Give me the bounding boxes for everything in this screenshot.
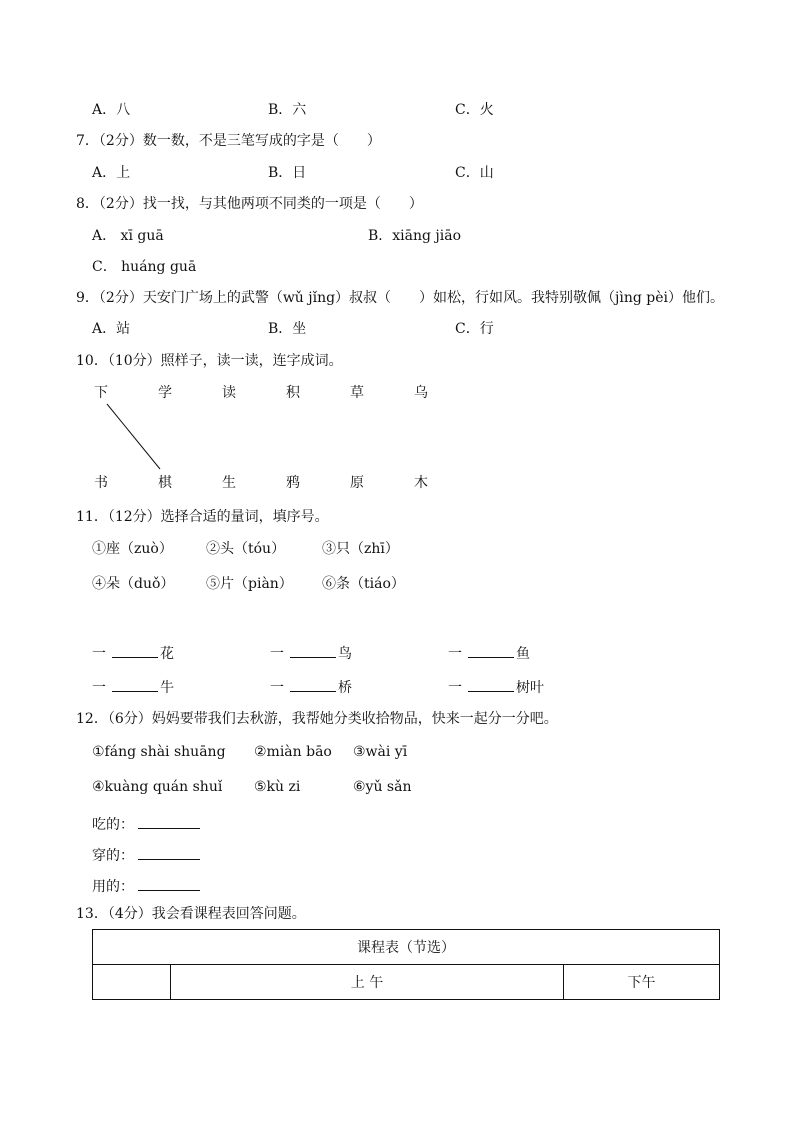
q7-option-c: C．山: [455, 165, 494, 181]
one-label: 一: [270, 680, 284, 696]
afternoon-header-cell: 下午: [564, 965, 720, 1000]
q11-choice: ②头（tóu）: [206, 541, 286, 557]
morning-header-cell: 上 午: [171, 965, 564, 1000]
q8-option-b: B．xiāng jiāo: [368, 228, 462, 244]
q11-stem: 11．（12分）选择合适的量词，填序号。: [76, 509, 329, 525]
q11-fill-item: [92, 677, 174, 697]
one-label: 一: [270, 646, 284, 662]
q12-stem: 12．（6分）妈妈要带我们去秋游，我帮她分类收拾物品，快来一起分一分吧。: [76, 711, 558, 727]
q9-option-c: C．行: [455, 321, 494, 337]
corner-cell: [93, 965, 171, 1000]
category-label: 用的：: [92, 879, 134, 895]
one-label: 一: [448, 646, 462, 662]
category-label: 吃的：: [92, 817, 134, 833]
q12-item: ③wài yī: [353, 744, 408, 760]
q10-bottom-char: 书: [94, 475, 108, 491]
q8-option-c: C． huáng guā: [92, 259, 197, 275]
q11-choice: ③只（zhī）: [322, 541, 399, 557]
q11-choice: ⑥条（tiáo）: [322, 576, 405, 592]
q11-choice: ⑤片（piàn）: [206, 576, 293, 592]
answer-blank[interactable]: [468, 643, 514, 658]
measured-noun: 鱼: [516, 646, 530, 662]
q12-item: ④kuàng quán shuǐ: [92, 779, 223, 795]
q10-bottom-char: 木: [414, 475, 428, 491]
q11-fill-item: [270, 677, 352, 697]
q12-item: ①fáng shài shuāng: [92, 744, 226, 760]
q12-category-food: [92, 814, 200, 834]
one-label: 一: [92, 680, 106, 696]
answer-blank[interactable]: [138, 876, 200, 891]
one-label: 一: [448, 680, 462, 696]
answer-blank[interactable]: [112, 643, 158, 658]
q11-choice: ①座（zuò）: [92, 541, 173, 557]
q10-top-char: 读: [222, 385, 236, 401]
q10-bottom-char: 生: [222, 475, 236, 491]
measured-noun: 牛: [160, 680, 174, 696]
q9-option-a: A．站: [92, 321, 131, 337]
measured-noun: 花: [160, 646, 174, 662]
q11-choice: ④朵（duǒ）: [92, 576, 175, 592]
q12-category-clothing: [92, 845, 200, 865]
answer-blank[interactable]: [468, 677, 514, 692]
q7-stem: 7．（2分）数一数，不是三笔写成的字是（ ）: [76, 133, 381, 149]
q12-item: ②miàn bāo: [254, 744, 332, 760]
q7-option-b: B．日: [268, 165, 307, 181]
q9-option-b: B．坐: [268, 321, 307, 337]
q6-option-a: A．八: [92, 102, 131, 118]
answer-blank[interactable]: [290, 677, 336, 692]
answer-blank[interactable]: [112, 677, 158, 692]
q11-fill-item: [448, 677, 544, 697]
schedule-table: [92, 929, 720, 1000]
measured-noun: 桥: [338, 680, 352, 696]
schedule-title-cell: 课程表（节选）: [93, 930, 720, 965]
q10-top-char: 乌: [414, 385, 428, 401]
one-label: 一: [92, 646, 106, 662]
q7-option-a: A．上: [92, 165, 131, 181]
table-row: [93, 965, 720, 1000]
category-label: 穿的：: [92, 848, 134, 864]
q11-fill-item: [92, 643, 174, 663]
answer-blank[interactable]: [138, 814, 200, 829]
q8-option-a: A． xī guā: [92, 228, 164, 244]
q10-bottom-char: 原: [350, 475, 364, 491]
q12-item: ⑥yǔ sǎn: [353, 779, 412, 795]
q6-option-c: C．火: [455, 102, 494, 118]
q11-fill-item: [270, 643, 352, 663]
q6-option-b: B．六: [268, 102, 307, 118]
measured-noun: 鸟: [338, 646, 352, 662]
q10-top-char: 学: [158, 385, 172, 401]
q10-bottom-char: 棋: [158, 475, 172, 491]
q10-bottom-char: 鸦: [286, 475, 300, 491]
measured-noun: 树叶: [516, 680, 544, 696]
q10-stem: 10．（10分）照样子，读一读，连字成词。: [76, 353, 343, 369]
answer-blank[interactable]: [290, 643, 336, 658]
q12-item: ⑤kù zi: [254, 779, 301, 795]
table-row: [93, 930, 720, 965]
q11-fill-item: [448, 643, 530, 663]
q10-top-char: 下: [94, 385, 108, 401]
q8-stem: 8．（2分）找一找，与其他两项不同类的一项是（ ）: [76, 196, 423, 212]
q13-stem: 13．（4分）我会看课程表回答问题。: [76, 906, 306, 922]
q9-stem: 9．（2分）天安门广场上的武警（wǔ jǐng）叔叔（ ）如松，行如风。我特别敬佩（jìng pèi）他们。: [76, 290, 725, 306]
q10-top-char: 草: [350, 385, 364, 401]
q12-category-supplies: [92, 876, 200, 896]
q10-top-char: 积: [286, 385, 300, 401]
answer-blank[interactable]: [138, 845, 200, 860]
